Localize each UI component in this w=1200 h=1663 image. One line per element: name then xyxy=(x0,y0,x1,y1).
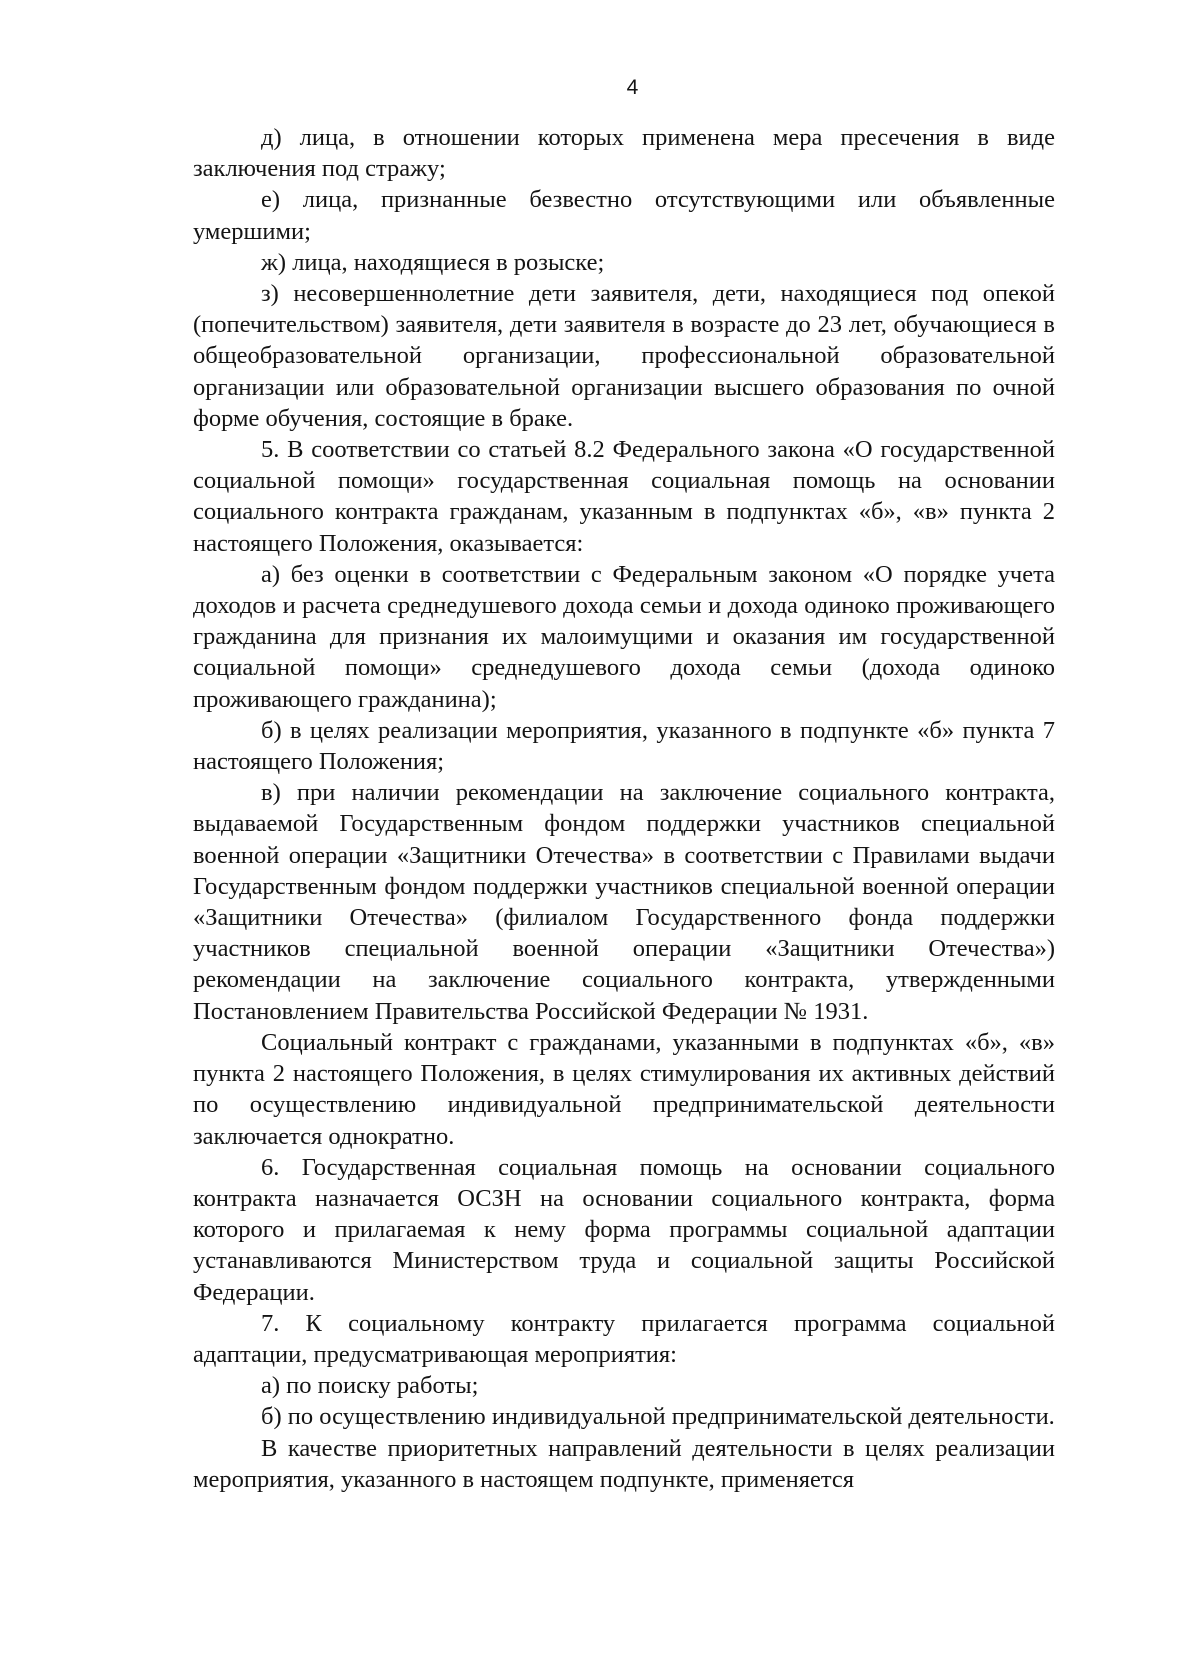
paragraph-5a-without-income-assessment: а) без оценки в соответствии с Федеральным законом «О порядке учета доходов и расчета среднедушевого дохода семьи и дохода одиноко проживающего гражданина для признания их малоимущими и оказания им государственной социальной помощи» среднедушевого дохода семьи (дохода одиноко проживающего гражданина); xyxy=(193,560,1055,713)
paragraph-social-contract-once: Социальный контракт с гражданами, указанными в подпунктах «б», «в» пункта 2 настоящего Положения, в целях стимулирования их активных действий по осуществлению индивидуальной предпринимательской деятельности заключается однократно. xyxy=(193,1028,1055,1150)
paragraph-7a-job-search: а) по поиску работы; xyxy=(261,1372,479,1400)
paragraph-5-state-social-assistance: 5. В соответствии со статьей 8.2 Федерального закона «О государственной социальной помощи» государственная социальная помощь на основании социального контракта гражданам, указанным в подпунктах «б», «в» пункта 2 настоящего Положения, оказывается: xyxy=(193,436,1055,557)
paragraph-d-detained: д) лица, в отношении которых применена мера пресечения в виде заключения под стражу; xyxy=(193,124,1055,183)
paragraph-z-children: з) несовершеннолетние дети заявителя, дети, находящиеся под опекой (попечительством) заявителя, дети заявителя в возрасте до 23 лет, обучающиеся в общеобразовательной организации, профессиональной образовательной организации или образовательной организации высшего образования по очной форме обучения, состоящие в браке. xyxy=(193,280,1055,432)
paragraph-priority-directions: В качестве приоритетных направлений деятельности в целях реализации мероприятия, указанного в настоящем подпункте, применяется xyxy=(193,1434,1055,1493)
paragraph-5v-recommendation: в) при наличии рекомендации на заключение социального контракта, выдаваемой Государственным фондом поддержки участников специальной военной операции «Защитники Отечества» в соответствии с Правилами выдачи Государственным фондом поддержки участников специальной военной операции «Защитники Отечества» (филиалом Государственного фонда поддержки участников специальной военной операции «Защитники Отечества») рекомендации на заключение социального контракта, утвержденными Постановлением Правительства Российской Федерации № 1931. xyxy=(193,779,1055,1025)
paragraph-zh-wanted: ж) лица, находящиеся в розыске; xyxy=(261,248,605,276)
document-body xyxy=(193,122,1055,1495)
paragraph-7b-entrepreneurship: б) по осуществлению индивидуальной предпринимательской деятельности. xyxy=(261,1403,1055,1431)
paragraph-e-missing-or-deceased: е) лица, признанные безвестно отсутствующими или объявленные умершими; xyxy=(193,186,1055,245)
paragraph-7-adaptation-program: 7. К социальному контракту прилагается программа социальной адаптации, предусматривающая мероприятия: xyxy=(193,1309,1055,1368)
page-number: 4 xyxy=(626,76,639,99)
paragraph-6-contract-assignment: 6. Государственная социальная помощь на основании социального контракта назначается ОСЗН на основании социального контракта, форма которого и прилагаемая к нему форма программы социальной адаптации устанавливаются Министерством труда и социальной защиты Российской Федерации. xyxy=(193,1153,1055,1306)
paragraph-5b-for-activity: б) в целях реализации мероприятия, указанного в подпункте «б» пункта 7 настоящего Положения; xyxy=(193,716,1055,776)
